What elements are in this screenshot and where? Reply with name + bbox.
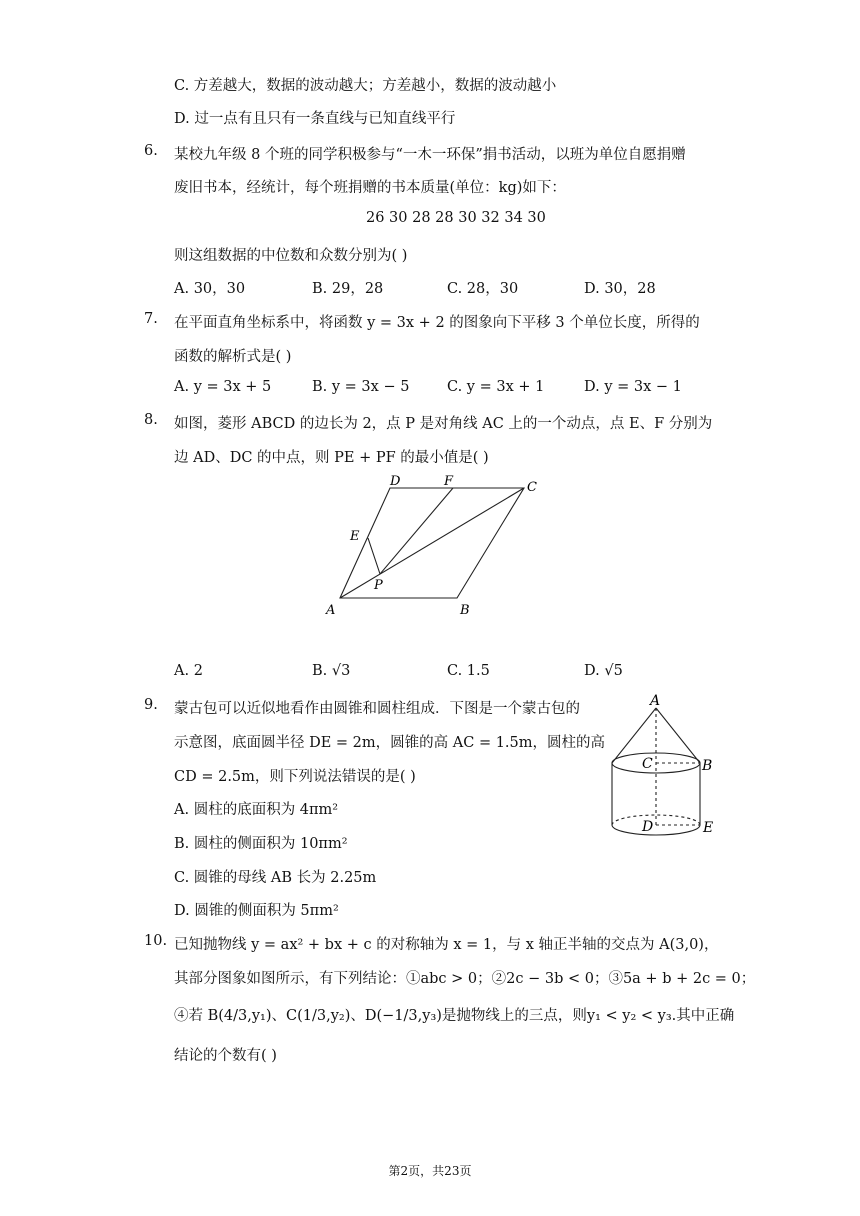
q7-line1: 在平面直角坐标系中，将函数 y = 3x + 2 的图象向下平移 3 个单位长度，所得的 xyxy=(174,315,700,331)
q9-number: 9. xyxy=(144,697,158,713)
q9-option-d: D. 圆锥的侧面积为 5πm² xyxy=(174,903,339,919)
label-p: P xyxy=(374,578,383,593)
q10-line1: 已知抛物线 y = ax² + bx + c 的对称轴为 x = 1，与 x 轴正半轴的交点为 A(3,0)， xyxy=(174,937,719,953)
q7-option-d: D. y = 3x − 1 xyxy=(584,379,682,395)
label-f: F xyxy=(444,474,454,489)
q8-number: 8. xyxy=(144,412,158,428)
label-a: A xyxy=(326,603,336,618)
q5-option-d: D. 过一点有且只有一条直线与已知直线平行 xyxy=(174,111,456,127)
q10-number: 10. xyxy=(144,933,168,949)
q9-option-b: B. 圆柱的侧面积为 10πm² xyxy=(174,836,348,852)
q7-option-b: B. y = 3x − 5 xyxy=(312,379,410,395)
label-d: D xyxy=(642,819,654,835)
q8-line2: 边 AD、DC 的中点，则 PE + PF 的最小值是( ) xyxy=(174,450,489,466)
label-c: C xyxy=(527,480,537,495)
q9-option-a: A. 圆柱的底面积为 4πm² xyxy=(174,802,339,818)
q7-option-c: C. y = 3x + 1 xyxy=(447,379,545,395)
diagonal-ac xyxy=(340,488,524,598)
q6-line3: 则这组数据的中位数和众数分别为( ) xyxy=(174,248,408,264)
q10-line2: 其部分图象如图所示，有下列结论：①abc > 0；②2c − 3b < 0；③5a + b + 2c = 0； xyxy=(174,971,756,987)
q10-line4: 结论的个数有( ) xyxy=(174,1048,277,1064)
label-b: B xyxy=(460,603,470,618)
q8-option-b: B. √3 xyxy=(312,663,351,679)
q10-line3: ④若 B(4/3,y₁)、C(1/3,y₂)、D(−1/3,y₃)是抛物线上的三点，则y₁ < y₂ < y₃.其中正确 xyxy=(174,1008,735,1024)
q8-option-a: A. 2 xyxy=(174,663,203,679)
q6-number: 6. xyxy=(144,143,158,159)
q6-option-c: C. 28，30 xyxy=(447,281,519,297)
q7-option-a: A. y = 3x + 5 xyxy=(174,379,272,395)
q6-line1: 某校九年级 8 个班的同学积极参与“一木一环保”捐书活动，以班为单位自愿捐赠 xyxy=(174,147,686,163)
q6-option-b: B. 29，28 xyxy=(312,281,384,297)
q6-line2: 废旧书本，经统计，每个班捐赠的书本质量(单位：kg)如下： xyxy=(174,180,566,196)
label-c: C xyxy=(642,756,653,772)
q6-option-d: D. 30，28 xyxy=(584,281,656,297)
label-d: D xyxy=(390,474,401,489)
segment-pf xyxy=(380,488,453,574)
q9-line2: 示意图，底面圆半径 DE = 2m，圆锥的高 AC = 1.5m，圆柱的高 xyxy=(174,735,606,751)
cylinder-bottom-front xyxy=(612,825,700,835)
q9-line3: CD = 2.5m，则下列说法错误的是( ) xyxy=(174,769,416,785)
label-a: A xyxy=(650,693,661,709)
q7-line2: 函数的解析式是( ) xyxy=(174,349,292,365)
label-e: E xyxy=(703,820,714,836)
yurt-figure xyxy=(600,692,730,840)
q6-option-a: A. 30，30 xyxy=(174,281,246,297)
q8-line1: 如图，菱形 ABCD 的边长为 2，点 P 是对角线 AC 上的一个动点，点 E、F 分别为 xyxy=(174,416,713,432)
label-e: E xyxy=(350,529,360,544)
page-footer: 第2页，共23页 xyxy=(388,1164,472,1178)
rhombus-figure xyxy=(320,468,550,623)
q6-data: 26 30 28 28 30 32 34 30 xyxy=(366,210,546,226)
label-b: B xyxy=(702,758,713,774)
q9-line1: 蒙古包可以近似地看作由圆锥和圆柱组成．下图是一个蒙古包的 xyxy=(174,701,580,717)
q5-option-c: C. 方差越大，数据的波动越大；方差越小，数据的波动越小 xyxy=(174,78,557,94)
q8-option-c: C. 1.5 xyxy=(447,663,490,679)
q8-option-d: D. √5 xyxy=(584,663,623,679)
q7-number: 7. xyxy=(144,311,158,327)
q9-option-c: C. 圆锥的母线 AB 长为 2.25m xyxy=(174,870,377,886)
segment-pe xyxy=(368,538,380,574)
